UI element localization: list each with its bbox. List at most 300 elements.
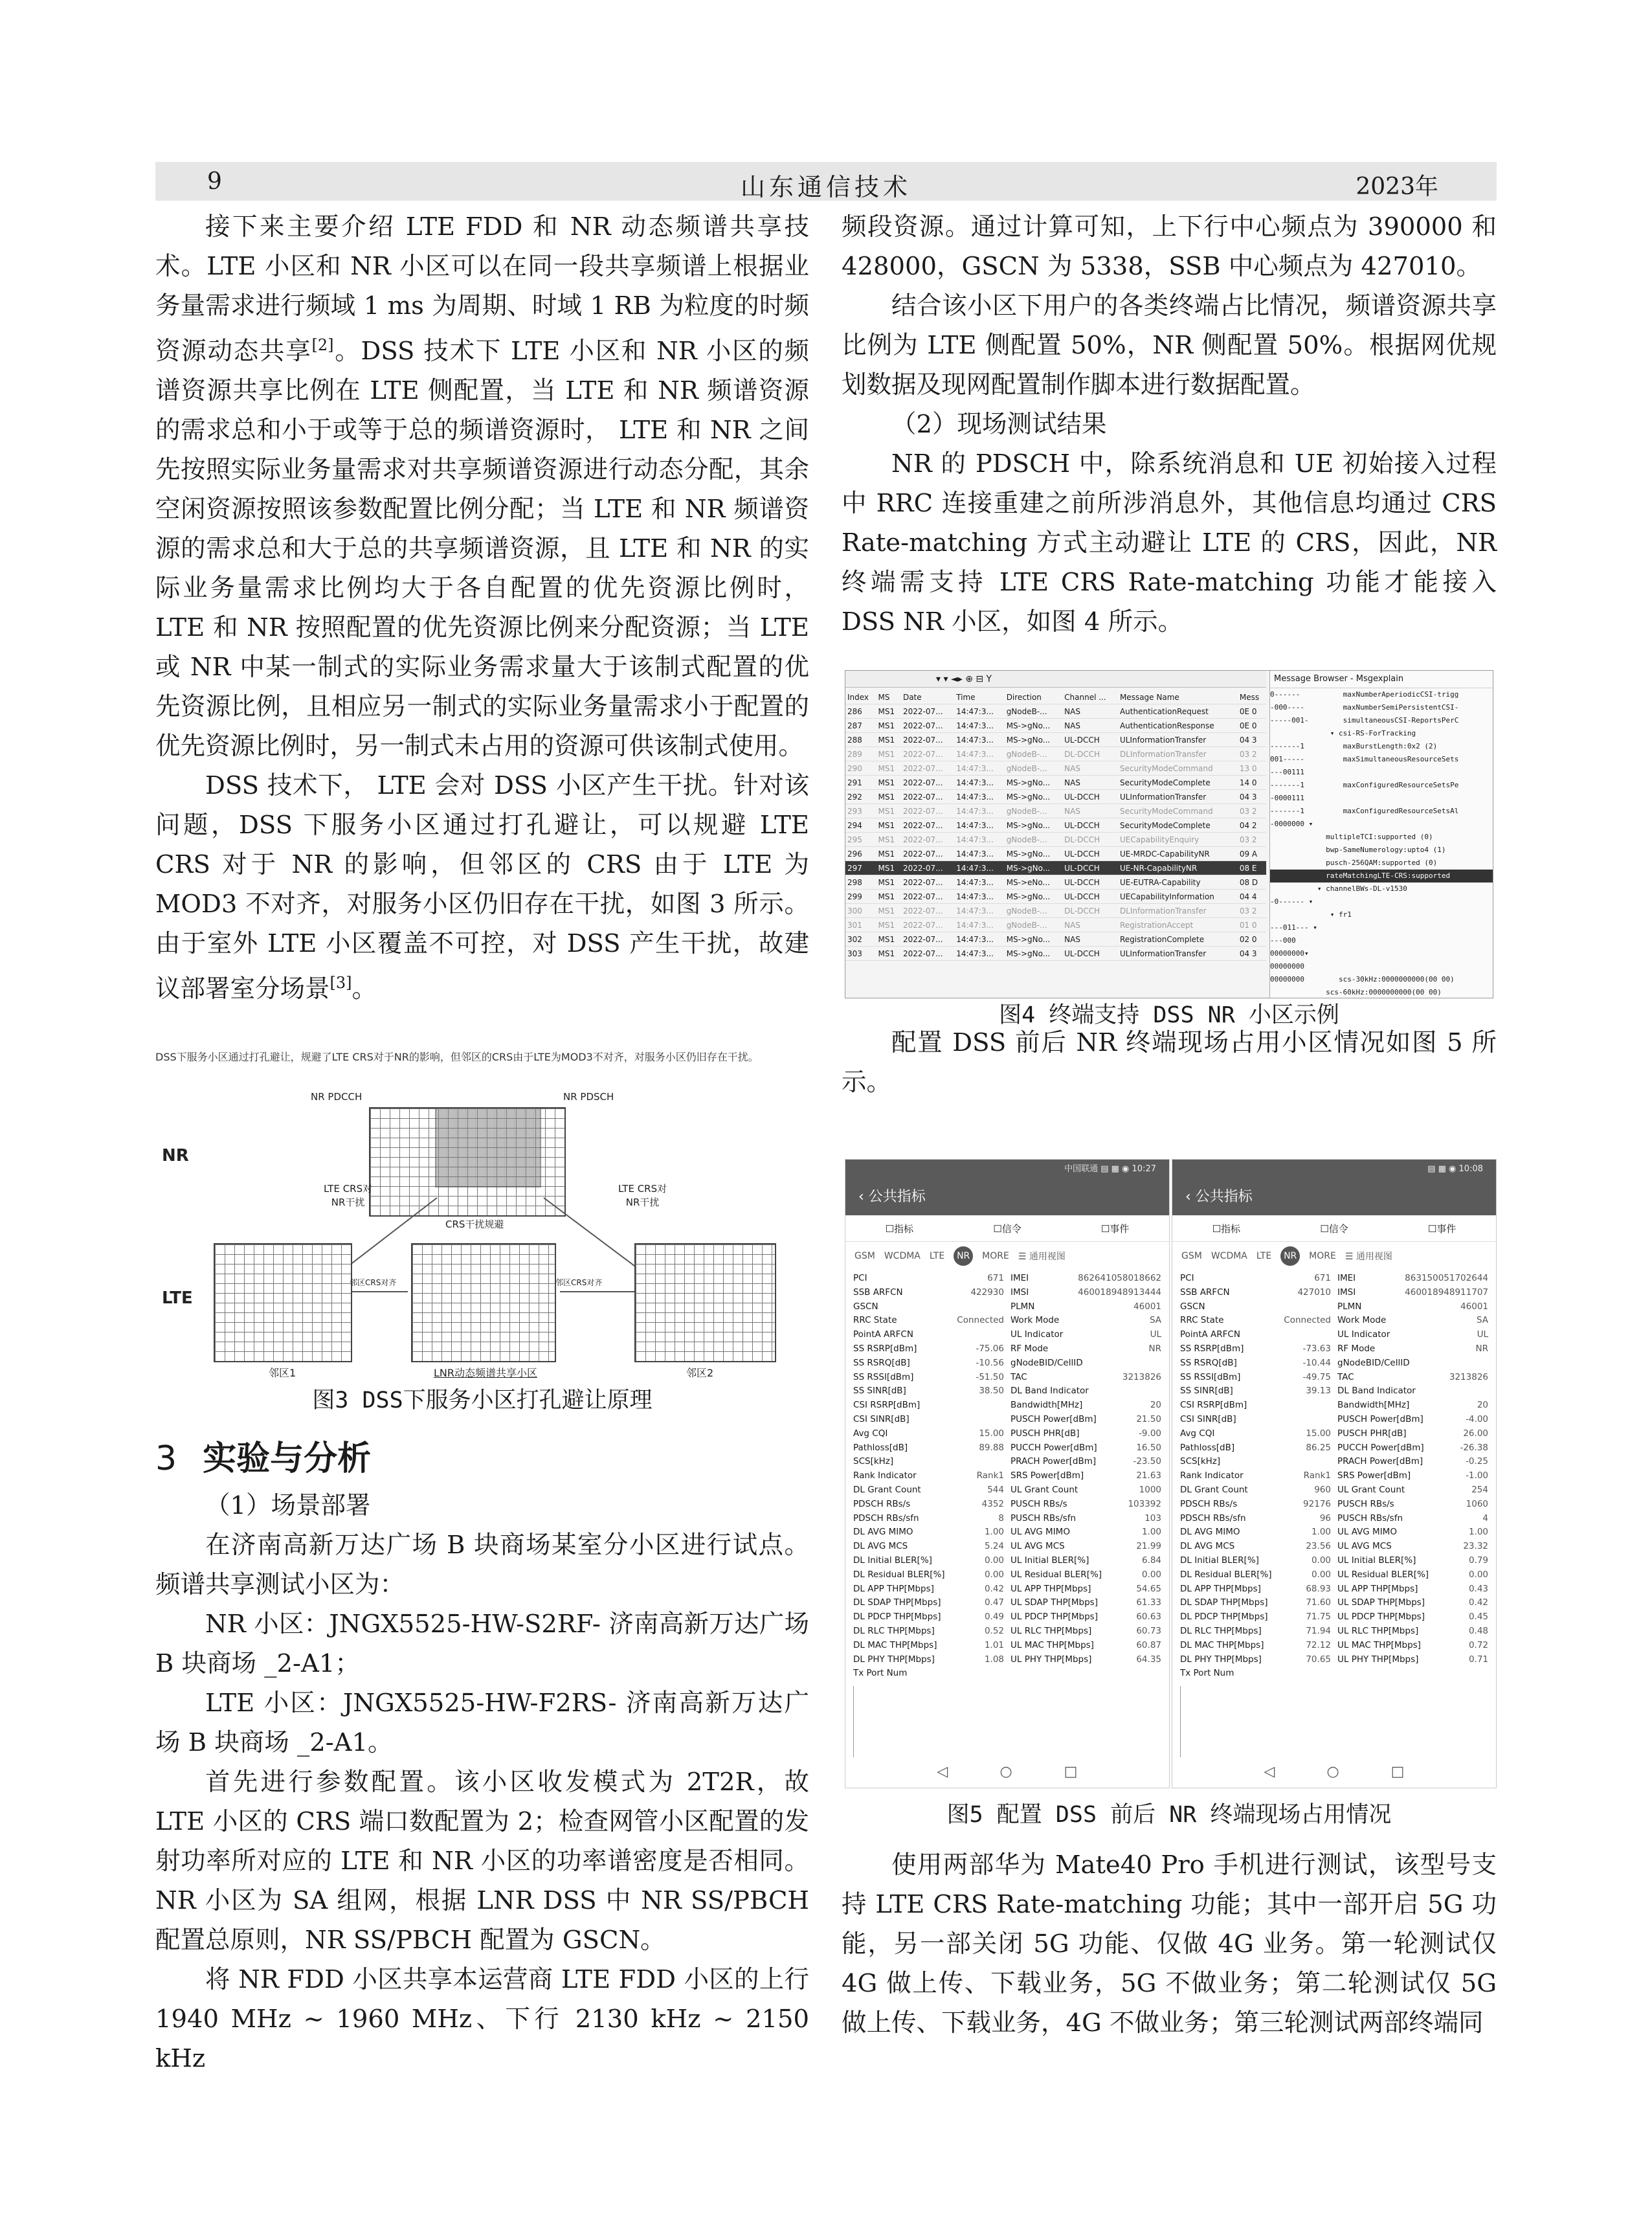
home-icon[interactable]: ○: [999, 1763, 1012, 1780]
metric-value: -10.44: [1302, 1357, 1331, 1368]
status-bar: ▤ ▦ ◉ 10:08: [1172, 1160, 1496, 1179]
metric-row: [853, 1371, 1004, 1385]
tab[interactable]: ☐信令: [1320, 1222, 1348, 1235]
crs-avoidance-label: CRS干扰规避: [445, 1219, 504, 1230]
log-cell: 2022-07...: [901, 904, 954, 918]
log-cell: 2022-07...: [901, 804, 954, 818]
metric-name: IMEI: [1010, 1273, 1029, 1283]
tab[interactable]: ☐事件: [1100, 1222, 1130, 1235]
metric-value: 1060: [1466, 1498, 1488, 1509]
metric-row: [1180, 1568, 1331, 1582]
metric-name: PCI: [853, 1273, 867, 1283]
metric-value: 16.50: [1136, 1442, 1161, 1453]
metric-name: DL PDCP THP[Mbps]: [853, 1612, 941, 1623]
message-line: -------1 maxConfiguredResourceSetsAl: [1270, 807, 1459, 815]
metric-row: [1337, 1371, 1488, 1385]
back-icon[interactable]: ◁: [937, 1763, 948, 1780]
metric-name: UL SDAP THP[Mbps]: [1337, 1597, 1425, 1608]
metric-row: [1337, 1568, 1488, 1582]
navigation-bar: [845, 1755, 1169, 1788]
metric-name: TAC: [1337, 1371, 1354, 1382]
rat-option[interactable]: GSM: [854, 1251, 875, 1261]
metric-value: 3213826: [1449, 1371, 1488, 1382]
view-tabs: [845, 1215, 1169, 1242]
log-cell: 2022-07...: [901, 704, 954, 719]
metric-row: [1180, 1399, 1331, 1413]
log-cell: 2022-07...: [901, 761, 954, 776]
metric-row: [853, 1300, 1004, 1314]
tab[interactable]: ☐指标: [1212, 1222, 1241, 1235]
rat-option[interactable]: WCDMA: [884, 1251, 921, 1261]
metric-name: SS SINR[dB]: [853, 1386, 906, 1397]
message-line: 00000000: [1270, 962, 1304, 971]
figure-note: DSS下服务小区通过打孔避让，规避了LTE CRS对于NR的影响，但邻区的CRS由于LTE为MOD3不对齐，对服务小区仍旧存在干扰。: [155, 1051, 759, 1063]
recents-icon[interactable]: □: [1064, 1763, 1078, 1780]
metric-value: 70.65: [1306, 1654, 1331, 1665]
figure-5-caption: 图5 配置 DSS 前后 NR 终端现场占用情况: [946, 1802, 1392, 1828]
tab[interactable]: ☐事件: [1427, 1222, 1457, 1235]
metric-value: 0.00: [984, 1569, 1004, 1580]
column-header[interactable]: Date: [901, 690, 954, 704]
log-cell: 14:47:3...: [954, 890, 1005, 904]
metric-name: SRS Power[dBm]: [1010, 1470, 1084, 1481]
metric-value: 422930: [970, 1287, 1004, 1298]
log-cell: 303: [845, 947, 876, 961]
metric-row: [1010, 1314, 1161, 1328]
metric-value: -0.25: [1466, 1456, 1488, 1467]
metric-name: DL AVG MIMO: [1180, 1527, 1240, 1538]
column-header[interactable]: Mess: [1238, 690, 1266, 704]
log-row[interactable]: [845, 918, 1266, 932]
app-bar: [1172, 1179, 1496, 1215]
lte-label: LTE: [162, 1288, 193, 1308]
metric-row: [853, 1568, 1004, 1582]
metric-row: [1180, 1554, 1331, 1568]
column-header[interactable]: Index: [845, 690, 876, 704]
log-row[interactable]: [845, 790, 1266, 804]
metric-row: [1337, 1427, 1488, 1441]
column-header[interactable]: Channel ...: [1062, 690, 1118, 704]
log-cell: MS1: [876, 918, 901, 932]
log-cell: MS1: [876, 790, 901, 804]
metric-value: 427010: [1297, 1287, 1331, 1298]
message-line: multipleTCI:supported (0): [1270, 833, 1433, 841]
app-bar-title: 公共指标: [868, 1189, 926, 1205]
log-row[interactable]: [845, 847, 1266, 861]
metric-row: [853, 1596, 1004, 1610]
paragraph: LTE 小区：JNGX5525-HW-F2RS- 济南高新万达广场 B 块商场 _2-A1。: [155, 1689, 809, 1757]
log-cell: NAS: [1062, 804, 1118, 818]
metric-value: -10.56: [976, 1357, 1004, 1368]
metric-name: DL PDCP THP[Mbps]: [1180, 1612, 1268, 1623]
rat-option[interactable]: ☰ 通用视图: [1345, 1252, 1392, 1262]
metric-name: UL AVG MCS: [1010, 1541, 1065, 1552]
metric-value: Connected: [957, 1315, 1004, 1326]
metric-value: 0.00: [984, 1555, 1004, 1566]
metric-row: [1180, 1314, 1331, 1328]
metric-row: [853, 1314, 1004, 1328]
back-arrow-icon[interactable]: ‹: [858, 1189, 869, 1205]
metric-name: Avg CQI: [853, 1428, 888, 1439]
metric-row: [1337, 1399, 1488, 1413]
log-row[interactable]: [845, 932, 1266, 947]
metric-name: PUSCH RBs/s: [1010, 1498, 1067, 1509]
rat-option[interactable]: NR: [954, 1246, 973, 1266]
log-row[interactable]: [845, 733, 1266, 747]
tab[interactable]: ☐指标: [885, 1222, 914, 1235]
metric-value: 60.63: [1136, 1612, 1161, 1623]
metric-name: SSB ARFCN: [1180, 1287, 1230, 1298]
rat-selector: [1172, 1242, 1496, 1270]
figure-4-caption: 图4 终端支持 DSS NR 小区示例: [999, 1002, 1339, 1028]
column-header[interactable]: Direction: [1005, 690, 1062, 704]
metric-name: UL PDCP THP[Mbps]: [1337, 1612, 1425, 1623]
metric-name: UL Indicator: [1337, 1329, 1390, 1340]
log-row[interactable]: [845, 890, 1266, 904]
metric-row: [853, 1455, 1004, 1469]
metric-row: [1010, 1639, 1161, 1653]
column-header[interactable]: Message Name: [1118, 690, 1238, 704]
figure-3-caption: 图3 DSS下服务小区打孔避让原理: [312, 1388, 653, 1413]
message-line: scs-60kHz:0000000000(00 00): [1270, 988, 1442, 996]
log-cell: 286: [845, 704, 876, 719]
metric-row: [1180, 1625, 1331, 1639]
running-header: [155, 162, 1497, 201]
metric-name: gNodeBID/CellID: [1010, 1357, 1083, 1368]
metric-value: 0.47: [984, 1597, 1004, 1608]
message-line: ▾ fr1: [1270, 910, 1352, 919]
metric-name: IMEI: [1337, 1273, 1356, 1283]
metric-value: NR: [1475, 1343, 1488, 1354]
log-cell: 14:47:3...: [954, 761, 1005, 776]
metric-row: [853, 1441, 1004, 1456]
log-cell: UECapabilityInformation: [1118, 890, 1238, 904]
log-row[interactable]: [845, 875, 1266, 890]
metric-value: 0.00: [1311, 1569, 1331, 1580]
metric-row: [1010, 1427, 1161, 1441]
log-row[interactable]: [845, 904, 1266, 918]
metric-name: PDSCH RBs/sfn: [853, 1512, 919, 1523]
log-cell: RegistrationAccept: [1118, 918, 1238, 932]
metric-row: [853, 1639, 1004, 1653]
metric-row: [1180, 1525, 1331, 1540]
rat-option[interactable]: MORE: [982, 1251, 1009, 1261]
metric-value: 39.13: [1306, 1386, 1331, 1397]
log-cell: 04 2: [1238, 818, 1266, 833]
log-cell: DL-DCCH: [1062, 833, 1118, 847]
metric-name: SS RSRQ[dB]: [853, 1357, 910, 1368]
metric-name: GSCN: [853, 1301, 878, 1312]
log-row[interactable]: [845, 804, 1266, 818]
metric-name: PUSCH RBs/sfn: [1010, 1512, 1077, 1523]
metric-row: [1337, 1272, 1488, 1286]
metric-name: PointA ARFCN: [1180, 1329, 1240, 1340]
metric-row: [1337, 1413, 1488, 1427]
log-row[interactable]: [845, 776, 1266, 790]
log-cell: 290: [845, 761, 876, 776]
log-cell: UL-DCCH: [1062, 947, 1118, 961]
metric-name: DL RLC THP[Mbps]: [853, 1625, 935, 1636]
metric-name: UL Initial BLER[%]: [1337, 1555, 1416, 1566]
metric-row: [1010, 1413, 1161, 1427]
metric-value: 68.93: [1306, 1583, 1331, 1594]
log-cell: MS1: [876, 833, 901, 847]
metric-row: [1010, 1483, 1161, 1498]
log-row[interactable]: [845, 833, 1266, 847]
log-row[interactable]: [845, 747, 1266, 761]
metric-value: 89.88: [979, 1442, 1004, 1453]
metric-value: 21.63: [1136, 1470, 1161, 1481]
metric-name: SS RSSI[dBm]: [853, 1371, 914, 1382]
metric-value: 0.00: [1311, 1555, 1331, 1566]
metric-row: [1180, 1286, 1331, 1300]
metric-value: 61.33: [1136, 1597, 1161, 1608]
rat-option[interactable]: LTE: [929, 1251, 945, 1261]
log-cell: MS1: [876, 904, 901, 918]
metric-value: 1.00: [984, 1527, 1004, 1538]
metric-value: 96: [1319, 1512, 1331, 1523]
metric-row: [1010, 1512, 1161, 1526]
metric-name: SRS Power[dBm]: [1337, 1470, 1411, 1481]
metric-value: Rank1: [1303, 1470, 1331, 1481]
log-cell: 13 0: [1238, 761, 1266, 776]
metric-value: 0.43: [1468, 1583, 1488, 1594]
metric-name: DL Band Indicator: [1010, 1386, 1089, 1397]
nr-pdsch-label: NR PDSCH: [563, 1091, 614, 1103]
message-line: rateMatchingLTE-CRS:supported: [1270, 870, 1493, 883]
log-row[interactable]: [845, 719, 1266, 733]
log-cell: 01 0: [1238, 918, 1266, 932]
log-cell: 2022-07...: [901, 932, 954, 947]
metric-value: 0.72: [1468, 1639, 1488, 1650]
log-cell: MS1: [876, 875, 901, 890]
metric-name: SS RSRP[dBm]: [853, 1343, 917, 1354]
log-cell: 14:47:3...: [954, 719, 1005, 733]
log-cell: 287: [845, 719, 876, 733]
log-cell: NAS: [1062, 918, 1118, 932]
log-row[interactable]: [845, 761, 1266, 776]
metric-value: 26.00: [1463, 1428, 1488, 1439]
log-cell: MS->gNo...: [1005, 719, 1062, 733]
metric-name: UL PHY THP[Mbps]: [1337, 1654, 1419, 1665]
home-icon[interactable]: ○: [1326, 1763, 1339, 1780]
metric-value: -9.00: [1139, 1428, 1161, 1439]
metric-row: [1337, 1525, 1488, 1540]
trend-graph: [1180, 1686, 1488, 1757]
log-cell: 03 2: [1238, 804, 1266, 818]
log-cell: 300: [845, 904, 876, 918]
lte-grid-dss-cell: [411, 1243, 556, 1362]
metric-name: UL PHY THP[Mbps]: [1010, 1654, 1092, 1665]
metric-value: Connected: [1284, 1315, 1331, 1326]
issue-year: 2023年: [1356, 174, 1438, 200]
metric-row: [1010, 1554, 1161, 1568]
tab[interactable]: ☐信令: [993, 1222, 1021, 1235]
metric-value: 671: [987, 1273, 1004, 1283]
log-cell: MS1: [876, 947, 901, 961]
metric-row: [853, 1469, 1004, 1483]
metric-row: [1180, 1328, 1331, 1342]
metric-row: [1337, 1286, 1488, 1300]
message-line: -000---- maxNumberSemiPersistentCSI-: [1270, 703, 1459, 712]
log-cell: gNodeB-...: [1005, 804, 1062, 818]
left-column-experiment: [155, 1486, 809, 2078]
metric-row: [1010, 1441, 1161, 1456]
log-cell: UL-DCCH: [1062, 790, 1118, 804]
log-cell: ULInformationTransfer: [1118, 790, 1238, 804]
rat-option[interactable]: WCDMA: [1211, 1251, 1247, 1261]
metric-row: [1337, 1639, 1488, 1653]
metric-name: UL PDCP THP[Mbps]: [1010, 1612, 1098, 1623]
metric-value: 1.00: [1141, 1527, 1161, 1538]
metric-name: DL RLC THP[Mbps]: [1180, 1625, 1262, 1636]
metric-row: [1010, 1653, 1161, 1667]
log-cell: UE-NR-CapabilityNR: [1118, 861, 1238, 875]
log-cell: 14:47:3...: [954, 790, 1005, 804]
metric-name: SCS[kHz]: [1180, 1456, 1221, 1467]
metric-value: 15.00: [979, 1428, 1004, 1439]
paragraph: DSS 技术下， LTE 会对 DSS 小区产生干扰。针对该问题，DSS 下服务小区通过打孔避让，可以规避 LTE CRS 对于 NR 的影响，但邻区的 CRS 由于 LTE 为 MOD3 不对齐，对服务小区仍旧存在干扰，如图 3 所示。由于室外 LTE 小区覆盖不可控，对 DSS 产生干扰，故建议部署室分场景[3]。: [155, 770, 809, 1004]
log-cell: ULInformationTransfer: [1118, 947, 1238, 961]
message-line: 0------ maxNumberAperiodicCSI-trigg: [1270, 690, 1459, 699]
log-cell: MS->gNo...: [1005, 818, 1062, 833]
metric-row: [853, 1384, 1004, 1399]
metric-value: 23.32: [1463, 1541, 1488, 1552]
metric-row: [1180, 1667, 1331, 1681]
log-row[interactable]: [845, 947, 1266, 961]
message-line: ---00111: [1270, 768, 1304, 776]
log-cell: MS->gNo...: [1005, 847, 1062, 861]
metric-name: PDSCH RBs/s: [853, 1498, 911, 1509]
back-arrow-icon[interactable]: ‹: [1185, 1189, 1196, 1205]
log-cell: 2022-07...: [901, 747, 954, 761]
right-column-text: [842, 207, 1497, 642]
metric-value: 0.45: [1468, 1612, 1488, 1623]
log-cell: UL-DCCH: [1062, 847, 1118, 861]
metric-value: 4352: [981, 1498, 1004, 1509]
metrics-grid: [845, 1270, 1169, 1682]
log-cell: gNodeB-...: [1005, 904, 1062, 918]
metric-name: PDSCH RBs/s: [1180, 1498, 1238, 1509]
phone-screenshot-before: [845, 1159, 1170, 1788]
metric-row: [1180, 1272, 1331, 1286]
log-cell: 14:47:3...: [954, 704, 1005, 719]
metric-value: -4.00: [1466, 1413, 1488, 1424]
log-cell: MS->gNo...: [1005, 932, 1062, 947]
metric-row: [1180, 1653, 1331, 1667]
metric-row: [1180, 1455, 1331, 1469]
metric-row: [1010, 1596, 1161, 1610]
message-line: pusch-256QAM:supported (0): [1270, 859, 1438, 867]
lte-grid-neighbor-1: [214, 1243, 352, 1362]
column-header[interactable]: Time: [954, 690, 1005, 704]
figure-4-screenshot: [845, 670, 1493, 998]
log-cell: 14:47:3...: [954, 947, 1005, 961]
metric-value: 86.25: [1306, 1442, 1331, 1453]
metric-value: 92176: [1303, 1498, 1331, 1509]
metric-name: PLMN: [1010, 1301, 1035, 1312]
column-header[interactable]: MS: [876, 690, 901, 704]
metric-row: [1180, 1384, 1331, 1399]
log-cell: MS->gNo...: [1005, 890, 1062, 904]
metric-name: DL SDAP THP[Mbps]: [853, 1597, 941, 1608]
log-cell: 2022-07...: [901, 847, 954, 861]
metric-value: 1.00: [1468, 1527, 1488, 1538]
metric-name: SS RSRP[dBm]: [1180, 1343, 1244, 1354]
metric-name: DL Initial BLER[%]: [1180, 1555, 1259, 1566]
back-icon[interactable]: ◁: [1264, 1763, 1275, 1780]
log-cell: 2022-07...: [901, 833, 954, 847]
log-cell: MS->gNo...: [1005, 790, 1062, 804]
left-column-text: [155, 207, 809, 1009]
metric-row: [1010, 1667, 1161, 1681]
metric-value: 4: [1482, 1512, 1488, 1523]
log-cell: NAS: [1062, 761, 1118, 776]
metric-name: UL AVG MCS: [1337, 1541, 1392, 1552]
rat-option[interactable]: ☰ 通用视图: [1018, 1252, 1066, 1262]
metric-value: 254: [1471, 1484, 1488, 1495]
log-cell: MS1: [876, 704, 901, 719]
metric-name: Avg CQI: [1180, 1428, 1215, 1439]
figure-3: [155, 1049, 809, 1386]
recents-icon[interactable]: □: [1390, 1763, 1405, 1780]
log-row[interactable]: [845, 861, 1266, 875]
page-number: 9: [207, 168, 222, 195]
log-cell: 08 E: [1238, 861, 1266, 875]
log-cell: 2022-07...: [901, 861, 954, 875]
metric-row: [1337, 1483, 1488, 1498]
metric-row: [853, 1610, 1004, 1625]
metric-row: [1337, 1667, 1488, 1681]
message-line: bwp-SameNumerology:upto4 (1): [1270, 846, 1446, 854]
log-cell: MS1: [876, 761, 901, 776]
rat-option[interactable]: GSM: [1181, 1251, 1202, 1261]
metric-row: [1180, 1639, 1331, 1653]
metric-row: [853, 1483, 1004, 1498]
metric-row: [1337, 1342, 1488, 1356]
metric-row: [1010, 1568, 1161, 1582]
metric-name: UL Grant Count: [1337, 1484, 1405, 1495]
rat-option[interactable]: NR: [1280, 1246, 1300, 1266]
metric-name: gNodeBID/CellID: [1337, 1357, 1410, 1368]
metric-name: Bandwidth[MHz]: [1010, 1400, 1083, 1411]
log-cell: MS->gNo...: [1005, 776, 1062, 790]
log-cell: gNodeB-...: [1005, 747, 1062, 761]
metric-row: [1010, 1371, 1161, 1385]
metric-row: [1180, 1540, 1331, 1554]
log-cell: 03 2: [1238, 833, 1266, 847]
metric-row: [1180, 1483, 1331, 1498]
metric-value: -73.63: [1302, 1343, 1331, 1354]
log-row[interactable]: [845, 818, 1266, 833]
metric-row: [1180, 1356, 1331, 1371]
metric-name: GSCN: [1180, 1301, 1205, 1312]
message-line: ▾ channelBWs-DL-v1530: [1270, 884, 1407, 893]
log-cell: 09 A: [1238, 847, 1266, 861]
metric-row: [1337, 1314, 1488, 1328]
log-cell: 0E 0: [1238, 719, 1266, 733]
paragraph: 接下来主要介绍 LTE FDD 和 NR 动态频谱共享技术。LTE 小区和 NR 小区可以在同一段共享频谱上根据业务量需求进行频域 1 ms 为周期、时域 1 RB 为粒度的时频资源动态共享[2]。DSS 技术下 LTE 小区和 NR 小区的频谱资源共享比例在 LTE 侧配置，当 LTE 和 NR 频谱资源的需求总和小于或等于总的频谱资源时， LTE 和 NR 之间先按照实际业务量需求对共享频谱资源进行动态分配，其余空闲资源按照该参数配置比例分配；当 LTE 和 NR 频谱资源的需求总和大于总的共享频谱资源，且 LTE 和 NR 的实际业务量需求比例均大于各自配置的优先资源比例时， LTE 和 NR 按照配置的优先资源比例来分配资源；当 LTE 或 NR 中某一制式的实际业务需求量大于该制式配置的优先资源比例，且相应另一制式的实际业务量需求小于配置的优先资源比例时，另一制式未占用的资源可供该制式使用。: [155, 212, 809, 761]
log-row[interactable]: [845, 704, 1266, 719]
metric-name: DL Grant Count: [853, 1484, 921, 1495]
paragraph: NR 的 PDSCH 中，除系统消息和 UE 初始接入过程中 RRC 连接重建之前所涉消息外，其他信息均通过 CRS Rate-matching 方式主动避让 LTE 的 CRS，因此，NR 终端需支持 LTE CRS Rate-matching 功能才能接入 DSS NR 小区，如图 4 所示。: [842, 449, 1497, 636]
metric-row: [1337, 1554, 1488, 1568]
rat-option[interactable]: LTE: [1256, 1251, 1272, 1261]
metric-value: 6.84: [1141, 1555, 1161, 1566]
rat-option[interactable]: MORE: [1309, 1251, 1336, 1261]
metric-row: [1337, 1596, 1488, 1610]
log-cell: SecurityModeComplete: [1118, 818, 1238, 833]
